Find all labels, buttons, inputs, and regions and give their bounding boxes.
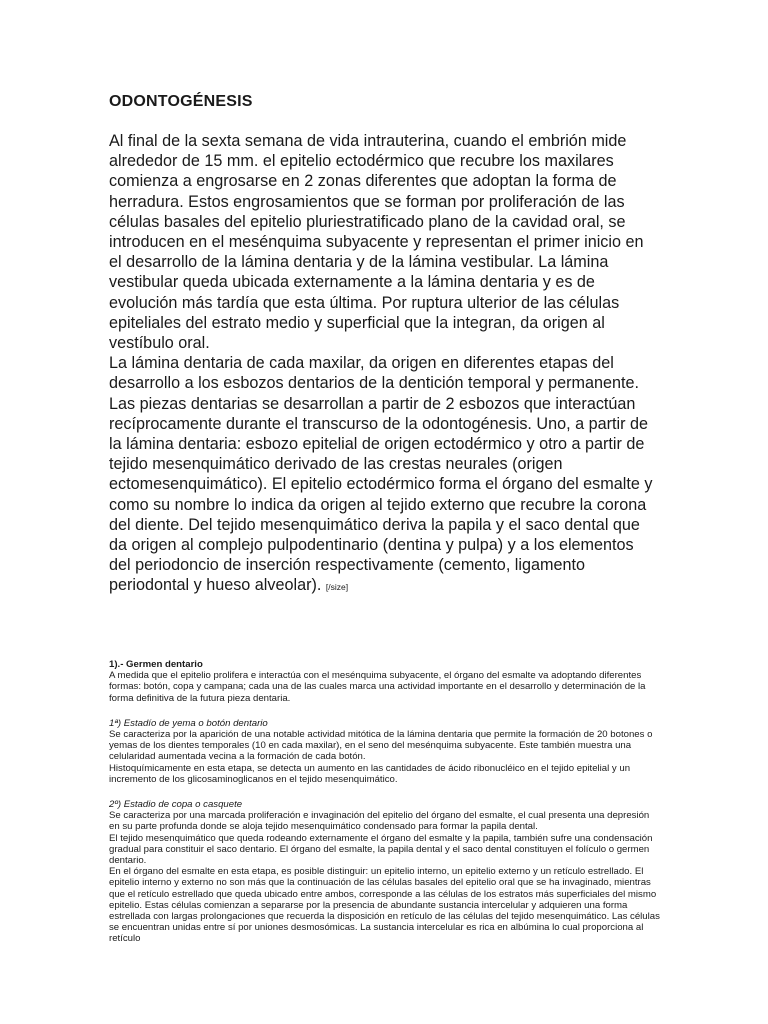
section-text: A medida que el epitelio prolifera e interactúa con el mesénquima subyacente, el órgano del esmalte va adoptando diferentes formas: botón, copa y campana; cada una de las cuales marca una actividad importante en el desarrollo y determinación de la forma definitiva de la futura pieza dentaria. [109, 670, 646, 704]
small-print-section [109, 659, 661, 945]
intro-text [109, 131, 657, 598]
document-title: ODONTOGÉNESIS [109, 93, 253, 110]
stage-paragraph: Se caracteriza por la aparición de una notable actividad mitótica de la lámina dentaria que permite la formación de 20 botones o yemas de los dientes temporales (10 en cada maxilar), en el seno del mesénquima subyacente. Este también muestra una celularidad aumentada vecina a la formación de cada botón. [109, 729, 653, 763]
intro-paragraph [109, 394, 657, 598]
stage-paragraph: Histoquímicamente en esta etapa, se detecta un aumento en las cantidades de ácido ribonucléico en el tejido epitelial y un incremento de los glicosaminoglicanos en el tejido mesenquimático. [109, 762, 631, 785]
intro-paragraph-text: Las piezas dentarias se desarrollan a partir de 2 esbozos que interactúan recíprocamente durante el transcurso de la odontogénesis. Uno, a partir de la lámina dentaria: esbozo epitelial de origen ectodérmico y otro a partir de tejido mesenquimático derivado de las crestas neurales (origen ectomesenquimático). El epitelio ectodérmico forma el órgano del esmalte y como su nombre lo indica da origen al tejido externo que recubre la corona del diente. Del tejido mesenquimático deriva la papila y el saco dental que da origen al complejo pulpodentinario (dentina y pulpa) y a los elementos del periodoncio de inserción respectivamente (cemento, ligamento periodontal y hueso alveolar). [109, 394, 653, 595]
section-heading: 1).- Germen dentario [109, 659, 203, 670]
intro-paragraph: Al final de la sexta semana de vida intrauterina, cuando el embrión mide alrededor de 15 mm. el epitelio ectodérmico que recubre los maxilares comienza a engrosarse en 2 zonas diferentes que adoptan la forma de herradura. Estos engrosamientos que se forman por proliferación de las células basales del epitelio pluriestratificado plano de la cavidad oral, se introducen en el mesénquima subyacente y representan el primer inicio en el desarrollo de la lámina dentaria y de la lámina vestibular. La lámina vestibular queda ubicada externamente a la lámina dentaria y es de evolución más tardía que esta última. Por ruptura ulterior de las células epiteliales del estrato medio y superficial que la integran, da origen al vestíbulo oral. [109, 132, 644, 353]
spacer [109, 785, 661, 799]
stage-paragraph: En el órgano del esmalte en esta etapa, es posible distinguir: un epitelio interno, un epitelio externo y un retículo estrellado. El epitelio interno y externo no son más que la continuación de las células basales del epitelio oral que se ha invaginado, mientras que el retículo estrellado que queda ubicado entre ambos, corresponde a las células de los estratos más superficiales del mismo epitelio. Estas células comienzan a separarse por la presencia de abundante sustancia intercelular y adquieren una forma estrellada con largas prolongaciones que recuerda la disposición en retículo de las células del tejido mesenquimático. Las células se encuentran unidas entre sí por uniones desmosómicas. La sustancia intercelular es rica en albúmina lo cual proporciona al retículo [109, 866, 660, 945]
stage-heading: 2º) Estadio de copa o casquete [109, 799, 243, 811]
spacer [109, 704, 661, 718]
intro-paragraph: La lámina dentaria de cada maxilar, da origen en diferentes etapas del desarrollo a los esbozos dentarios de la dentición temporal y permanente. [109, 354, 639, 393]
size-tag: [/size] [325, 582, 349, 593]
stage-paragraph: Se caracteriza por una marcada proliferación e invaginación del epitelio del órgano del esmalte, el cual presenta una depresión en su parte profunda donde se aloja tejido mesenquimático condensado para formar la papila dental. [109, 810, 650, 833]
stage-heading: 1ª) Estadío de yema o botón dentario [109, 717, 268, 729]
stage-paragraph: El tejido mesenquimático que queda rodeando externamente el órgano del esmalte y la papila, también sufre una condensación gradual para constituir el saco dentario. El órgano del esmalte, la papila dental y el saco dental constituyen el folículo o germen dentario. [109, 832, 653, 867]
